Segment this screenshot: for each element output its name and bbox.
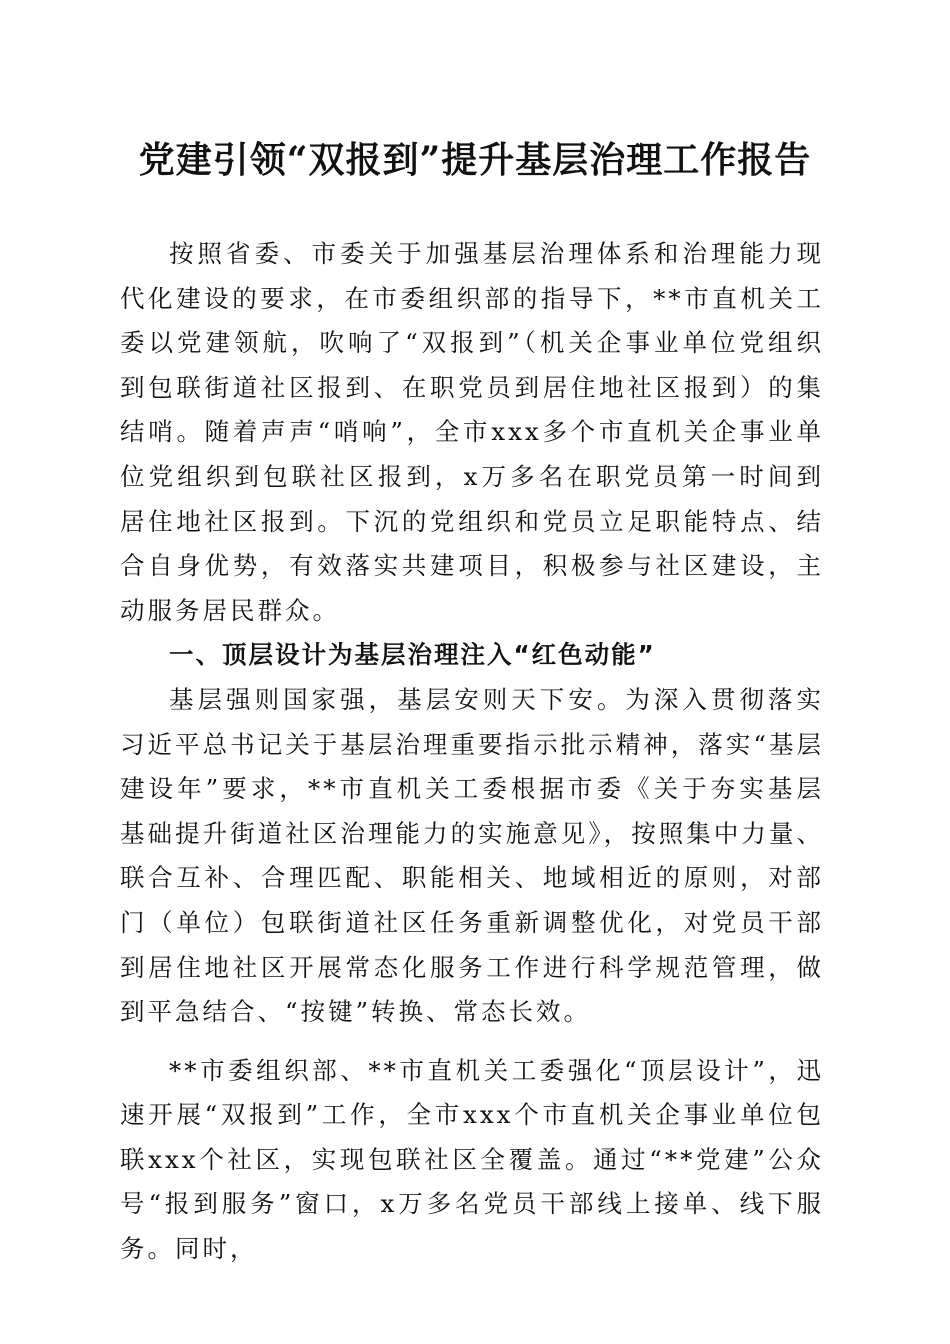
section-heading-1: 一、顶层设计为基层治理注入“红色动能” (169, 640, 656, 670)
paragraph-intro: 按照省委、市委关于加强基层治理体系和治理能力现代化建设的要求，在市委组织部的指导下，**市直机关工委以党建领航，吹响了“双报到”（机关企事业单位党组织到包联街道社区报到、在职党员到居住地社区报到）的集结哨。随着声声“哨响”，全市xxx多个市直机关企事业单位党组织到包联社区报到，x万多名在职党员第一时间到居住地社区报到。下沉的党组织和党员立足职能特点、结合自身优势，有效落实共建项目，积极参与社区建设，主动服务居民群众。 (120, 239, 824, 625)
document-body (120, 232, 824, 1272)
paragraph-section-1-b: **市委组织部、**市直机关工委强化“顶层设计”，迅速开展“双报到”工作，全市xxx个市直机关企事业单位包联xxx个社区，实现包联社区全覆盖。通过“**党建”公众号“报到服务”窗口，x万多名党员干部线上接单、线下服务。同时， (120, 1055, 824, 1264)
document-title: 党建引领“双报到”提升基层治理工作报告 (138, 139, 812, 181)
paragraph-section-1-a: 基层强则国家强，基层安则天下安。为深入贯彻落实习近平总书记关于基层治理重要指示批示精神，落实“基层建设年”要求，**市直机关工委根据市委《关于夯实基层基础提升街道社区治理能力的实施意见》，按照集中力量、联合互补、合理匹配、职能相关、地域相近的原则，对部门（单位）包联街道社区任务重新调整优化，对党员干部到居住地社区开展常态化服务工作进行科学规范管理，做到平急结合、“按键”转换、常态长效。 (120, 684, 824, 1027)
